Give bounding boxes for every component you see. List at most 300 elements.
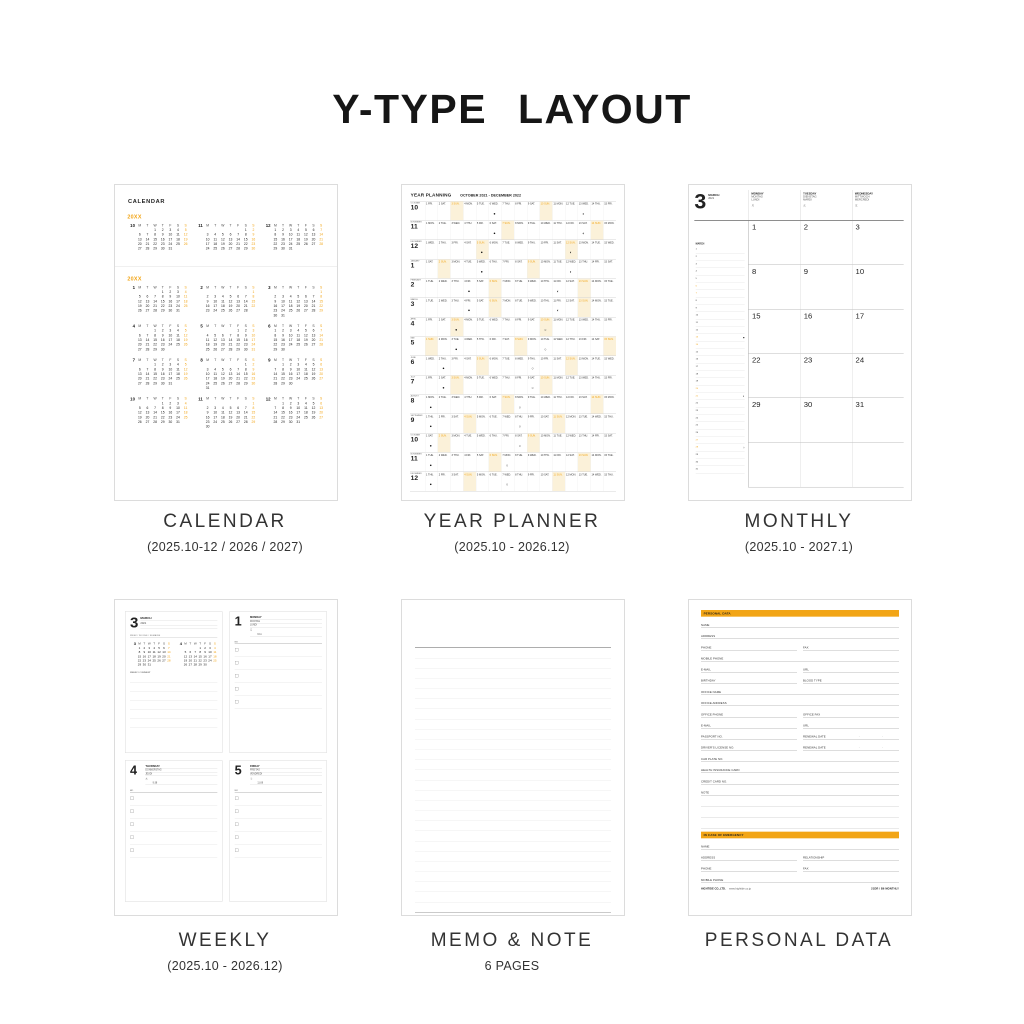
day-number: 20 xyxy=(311,237,316,242)
monthly-day-cell xyxy=(800,309,852,353)
day-number: 9 xyxy=(274,299,277,304)
day-number: 3 xyxy=(169,362,172,367)
day-number: 23 xyxy=(142,658,147,662)
mini-month-calendar xyxy=(263,397,325,430)
day-number: 18 xyxy=(221,304,225,308)
dow-letter: T xyxy=(229,324,232,328)
dow-letter: F xyxy=(237,324,240,328)
todo-header: MO xyxy=(235,790,322,793)
day-cell: 4 THU. xyxy=(463,395,476,414)
day-number: 12 xyxy=(183,232,188,237)
day-number: 29 xyxy=(251,420,256,424)
day-number: 10 xyxy=(855,266,865,276)
day-cell: 1 TUE. xyxy=(425,279,438,298)
day-cell: 6 SUN. xyxy=(489,453,502,472)
day-number: 26 xyxy=(183,662,188,667)
day-number: 22 xyxy=(751,355,761,365)
day-cell: 3 SUN. xyxy=(450,201,463,220)
field-label: MOBILE PHONE xyxy=(700,878,724,882)
day-cell: 5 SAT. xyxy=(476,298,489,317)
day-number: 7 xyxy=(237,367,240,372)
day-number: 8 xyxy=(161,406,164,410)
month-cell xyxy=(410,337,425,356)
day-number: 5 xyxy=(221,232,224,237)
dow-letter: T xyxy=(214,358,217,362)
day-number: 15 xyxy=(243,372,248,376)
day-number: 4 xyxy=(153,646,155,650)
memo-page xyxy=(415,647,611,913)
day-number: 4 xyxy=(221,406,224,410)
day-number: 24 xyxy=(205,381,210,386)
calendar-page-thumbnail xyxy=(114,184,338,501)
day-number: 6 xyxy=(237,406,240,410)
dow-letter: T xyxy=(297,285,300,290)
day-number: 16 xyxy=(203,654,207,658)
day-number: 8 xyxy=(274,333,277,338)
day-cell: 10 TUE. xyxy=(540,337,553,356)
half-moon-icon: ◐ xyxy=(742,394,745,398)
sidebar-day-row xyxy=(696,400,745,407)
form-field xyxy=(803,706,899,717)
day-cell: 2 THU. xyxy=(438,356,451,375)
day-number: 27 xyxy=(319,376,324,381)
day-number: 28 xyxy=(243,420,248,424)
day-number: 10 xyxy=(296,367,301,372)
month-number: 11 xyxy=(410,454,418,463)
year-planner-month-row xyxy=(410,472,616,492)
day-number: 4 xyxy=(297,228,300,232)
sidebar-day-number: 22 xyxy=(695,401,699,405)
day-number: 10 xyxy=(205,237,210,242)
personal-data-page xyxy=(701,610,899,890)
day-number: 22 xyxy=(137,658,142,662)
day-number: 21 xyxy=(273,415,278,420)
sidebar-day-number: 9 xyxy=(695,306,697,309)
day-number: 14 xyxy=(273,410,278,415)
day-cell: 14 THU. xyxy=(591,375,604,394)
day-number: 30 xyxy=(205,424,210,429)
day-number: 29 xyxy=(160,308,165,313)
field-row xyxy=(701,838,899,849)
day-cell: 15 SAT. xyxy=(603,259,616,278)
weekday-column-header: TUESDAY DIENSTAG MARDI 火 xyxy=(800,190,852,220)
day-cell: 1 WED. xyxy=(425,356,438,375)
form-field xyxy=(803,717,899,728)
ruled-line xyxy=(415,678,611,688)
day-number: 3 xyxy=(209,646,211,650)
day-cell: 7 SUN. xyxy=(501,395,514,414)
dow-letter: T xyxy=(214,285,217,290)
day-cell: 5 TUE. xyxy=(476,375,489,394)
sidebar-day-row xyxy=(696,437,745,444)
day-number: 2 xyxy=(289,401,292,406)
day-number: 2 xyxy=(206,294,209,299)
day-number: 5 xyxy=(184,228,187,232)
publisher-url: www.hightide.co.jp xyxy=(729,886,752,890)
day-number: 24 xyxy=(251,342,256,347)
ruled-line xyxy=(415,831,611,841)
day-cell: 3 THU. xyxy=(450,279,463,298)
day-number: 3 xyxy=(169,328,172,333)
day-number: 21 xyxy=(145,376,150,381)
day-number: 15 xyxy=(137,654,142,658)
day-number: 4 xyxy=(289,294,292,299)
day-cell: 3 THU. xyxy=(450,298,463,317)
year-planner-month-row xyxy=(410,414,616,433)
day-number: 10 xyxy=(205,372,210,376)
day-cell: 4 TUE. xyxy=(463,259,476,278)
day-cell: 11 SAT. xyxy=(552,356,565,375)
day-number: 6 xyxy=(138,333,141,338)
day-number: 1 xyxy=(154,362,157,367)
day-number: 4 xyxy=(214,646,216,650)
day-number: 2 xyxy=(282,228,284,232)
day-cell: 14 THU. xyxy=(591,201,604,220)
day-number: 19 xyxy=(221,242,225,246)
day-number: 3 xyxy=(297,401,300,406)
day-number: 9 xyxy=(803,266,809,276)
mini-month-number: 10 xyxy=(130,222,135,228)
day-cell: 10 SUN. xyxy=(540,317,553,336)
sidebar-day-number: 5 xyxy=(695,277,697,280)
day-number: 6 xyxy=(189,650,192,654)
day-number: 10 xyxy=(176,406,180,410)
day-cell: 7 THU. xyxy=(501,375,514,394)
day-number: 24 xyxy=(281,308,285,313)
dow-letter: W xyxy=(153,324,157,328)
monthly-day-cell xyxy=(748,354,800,398)
day-number: 9 xyxy=(206,299,209,304)
day-number: 31 xyxy=(288,246,293,251)
day-number: 1 xyxy=(274,328,277,333)
monthly-day-cell xyxy=(748,265,800,309)
ruled-line xyxy=(415,841,611,851)
sidebar-day-row xyxy=(696,275,745,282)
field-row xyxy=(701,617,899,628)
day-number: 9 xyxy=(289,367,292,372)
dow-letter: T xyxy=(214,324,217,328)
day-number: 17 xyxy=(205,376,210,381)
weekday-kanji: 木 xyxy=(145,777,148,780)
ruled-line xyxy=(415,811,611,821)
monthly-header xyxy=(694,190,903,220)
day-cell: 13 SAT. xyxy=(578,395,591,414)
month-cell xyxy=(410,395,425,414)
day-cell: 12 SUN. xyxy=(565,356,578,375)
dow-letter: S xyxy=(244,324,247,328)
mini-month-calendar xyxy=(127,223,189,251)
month-name: FEBRUARY xyxy=(410,279,421,282)
dow-letter: F xyxy=(169,223,172,228)
day-cell: 15 MON. xyxy=(603,395,616,414)
day-number: 12 xyxy=(157,650,161,654)
month-name: SEPTEMBER xyxy=(410,414,423,417)
sidebar-day-number: 8 xyxy=(695,299,697,302)
todo-row xyxy=(235,793,322,806)
day-number: 2 xyxy=(289,362,292,367)
sidebar-day-row xyxy=(696,341,745,348)
full-moon-icon: ● xyxy=(467,289,471,294)
day-cell: 8 WED. xyxy=(514,356,527,375)
day-number: 24 xyxy=(213,420,218,424)
day-number: 14 xyxy=(273,372,278,376)
sidebar-day-number: 23 xyxy=(695,409,699,412)
sun-time-line: 6:11 xyxy=(250,633,322,636)
day-number: 8 xyxy=(154,333,157,338)
day-cell: 8 TUE. xyxy=(514,298,527,317)
day-cell: 2 WED. xyxy=(438,453,451,472)
form-field xyxy=(701,838,899,849)
day-number: 11 xyxy=(176,232,180,237)
day-cell: 6 THU. xyxy=(489,433,502,452)
caption-calendar xyxy=(95,511,355,554)
dow-letter: F xyxy=(169,396,172,401)
day-number: 28 xyxy=(236,246,240,251)
sidebar-day-row xyxy=(696,327,745,334)
day-cell: 4 TUE. xyxy=(463,433,476,452)
caption-memo-label: MEMO & NOTE xyxy=(430,930,594,951)
day-cell: 11 MON. xyxy=(552,375,565,394)
day-cell: 6 TUE. xyxy=(489,414,502,433)
day-cell: 14 TUE. xyxy=(591,240,604,259)
mini-month-calendar xyxy=(127,358,189,391)
day-number: 11 xyxy=(221,299,225,304)
monthly-day-cell xyxy=(800,354,852,398)
day-cell: 1 MON. xyxy=(425,395,438,414)
day-number: 15 xyxy=(281,410,285,415)
new-moon-icon: ○ xyxy=(518,424,522,429)
day-number: 15 xyxy=(251,410,256,415)
day-number: 13 xyxy=(145,299,150,304)
day-number: 2 xyxy=(169,401,172,406)
day-number: 11 xyxy=(205,338,210,342)
day-cell: 9 SUN. xyxy=(527,433,540,452)
day-number: 20 xyxy=(162,654,166,658)
day-cell: 11 SAT. xyxy=(552,240,565,259)
field-label: RENEWAL DATE xyxy=(802,734,826,739)
day-number: 23 xyxy=(160,376,165,381)
day-number: 12 xyxy=(304,333,308,338)
day-number: 5 xyxy=(138,406,141,410)
dow-letter: S xyxy=(213,641,216,646)
day-number: 26 xyxy=(137,308,142,313)
dow-letter: T xyxy=(229,396,232,401)
day-number: 19 xyxy=(137,415,142,420)
mini-month-number: 1 xyxy=(132,284,135,290)
dow-letter: W xyxy=(153,223,157,228)
new-moon-icon: ○ xyxy=(531,366,534,371)
memo-page-thumbnail xyxy=(401,599,625,916)
day-cell: 13 SAT. xyxy=(578,221,591,240)
dow-letter: M xyxy=(273,396,277,401)
day-number: 14 xyxy=(236,372,240,376)
sidebar-day-row xyxy=(696,261,745,268)
day-name-en: THURSDAY xyxy=(145,764,217,768)
day-cell: 10 SUN. xyxy=(540,201,553,220)
day-number: 8 xyxy=(161,294,164,299)
mini-month-days xyxy=(204,329,257,352)
sidebar-day-number: 18 xyxy=(695,372,699,375)
day-cell: 4 SAT. xyxy=(463,356,476,375)
mini-month-days xyxy=(136,329,189,352)
day-number: 12 xyxy=(304,232,308,237)
dow-letter: W xyxy=(289,324,293,328)
checkbox-icon xyxy=(235,674,238,677)
month-number: 12 xyxy=(410,242,419,250)
weekly-page xyxy=(125,611,327,901)
day-number: 25 xyxy=(288,308,293,313)
year-planner-month-row xyxy=(410,375,616,394)
day-number: 29 xyxy=(319,308,324,313)
field-label: ADDRESS xyxy=(700,634,716,638)
year-label: 20XX xyxy=(127,275,142,282)
day-number: 3 xyxy=(855,222,860,232)
dow-letter: F xyxy=(304,223,307,228)
day-cell: 13 SUN. xyxy=(578,279,591,298)
field-label: OFFICE FAX xyxy=(802,712,821,716)
day-number: 23 xyxy=(168,304,173,308)
day-cell: 6 TUE. xyxy=(489,472,502,491)
monthly-day-cell xyxy=(800,398,852,442)
day-number: 8 xyxy=(282,367,284,372)
day-number: 16 xyxy=(243,338,248,342)
month-cell xyxy=(410,453,425,472)
day-cell: 9 THU. xyxy=(527,240,540,259)
day-cell: 14 MON. xyxy=(591,453,604,472)
day-number: 15 xyxy=(160,299,165,304)
ruled-line xyxy=(415,872,611,882)
full-moon-icon: ● xyxy=(493,231,496,236)
day-cell: 8 SUN. xyxy=(514,337,527,356)
day-number: 13 xyxy=(319,406,324,410)
day-number: 7 xyxy=(312,294,315,299)
field-row xyxy=(701,639,899,650)
mini-month-calendar xyxy=(195,324,257,352)
day-number: 23 xyxy=(281,242,285,246)
day-number: 7 xyxy=(237,232,240,237)
sidebar-day-number: 4 xyxy=(695,269,697,273)
ruled-line xyxy=(415,770,611,780)
day-number: 27 xyxy=(145,308,150,313)
day-number: 19 xyxy=(157,654,161,658)
day-number: 5 xyxy=(221,367,224,372)
day-number: 17 xyxy=(296,372,301,376)
todo-row xyxy=(130,806,217,819)
day-cell: 12 THU. xyxy=(565,337,578,356)
todo-row xyxy=(130,793,217,806)
day-number: 15 xyxy=(153,237,157,242)
day-number: 9 xyxy=(282,333,284,338)
day-number: 24 xyxy=(855,355,865,365)
day-number: 4 xyxy=(304,362,307,367)
dow-letter: T xyxy=(146,358,149,362)
dow-letter: T xyxy=(297,358,300,362)
day-number: 9 xyxy=(252,367,255,372)
day-number: 26 xyxy=(311,415,316,420)
form-field xyxy=(701,762,899,773)
day-cell: 7 MON. xyxy=(501,298,514,317)
day-cell: 11 WED. xyxy=(552,337,565,356)
day-number: 26 xyxy=(213,347,218,352)
day-number: 5 xyxy=(229,406,232,410)
new-moon-icon: ○ xyxy=(742,445,745,449)
mini-month-number: 9 xyxy=(268,357,271,363)
day-cell: 3 SUN. xyxy=(450,317,463,336)
dow-letter: S xyxy=(176,358,180,362)
caption-calendar-label: CALENDAR xyxy=(163,511,287,532)
sidebar-day-row xyxy=(696,466,745,473)
dow-letter: W xyxy=(289,358,293,362)
day-cell: 13 WED. xyxy=(578,317,591,336)
day-number: 12 xyxy=(183,654,188,658)
field-label: OFFICE ADDRESS xyxy=(700,701,727,705)
dow-letter: T xyxy=(214,223,217,228)
day-number: 20 xyxy=(304,304,308,308)
ruled-line xyxy=(130,674,217,683)
day-number: 2 xyxy=(161,228,164,232)
field-label: RELATIONSHIP xyxy=(802,855,825,860)
month-number: 2 xyxy=(410,280,415,289)
personal-data-paper xyxy=(689,600,911,915)
day-cell: 2 SUN. xyxy=(438,433,451,452)
day-number: 30 xyxy=(251,246,256,251)
day-number: 10 xyxy=(208,650,212,654)
day-number: 7 xyxy=(244,294,247,299)
dow-letter: M xyxy=(273,324,277,328)
form-field xyxy=(701,872,899,883)
day-cell: 10 SAT. xyxy=(540,472,553,491)
todo-header: MO xyxy=(235,641,322,644)
dow-letter: T xyxy=(229,358,232,362)
todo-row xyxy=(235,845,322,858)
half-moon-icon: ◐ xyxy=(569,250,572,255)
monthly-year: 2021 xyxy=(708,196,715,200)
day-cell: 13 TUE. xyxy=(578,414,591,433)
sidebar-day-row xyxy=(696,305,745,312)
day-number: 16 xyxy=(205,304,210,308)
sidebar-day-number: 20 xyxy=(695,387,699,390)
day-number: 1 xyxy=(320,290,323,294)
day-number: 18 xyxy=(213,376,218,381)
sidebar-day-row xyxy=(696,429,745,436)
day-number: 27 xyxy=(311,342,316,347)
month-number: 9 xyxy=(410,416,415,424)
day-number: 7 xyxy=(244,406,247,410)
mini-month-calendar xyxy=(195,397,257,430)
day-number: 20 xyxy=(137,242,142,246)
day-number: 8 xyxy=(154,232,157,237)
weekly-month-number: 3 xyxy=(129,613,138,631)
mini-month-calendar xyxy=(263,324,325,352)
sidebar-day-number: 31 xyxy=(695,467,699,471)
mini-month-days xyxy=(272,363,325,386)
day-number: 13 xyxy=(137,372,142,376)
day-cell: 4 THU. xyxy=(463,221,476,240)
day-cell: 15 WED. xyxy=(603,240,616,259)
dow-letter: S xyxy=(312,285,315,290)
mini-month-days xyxy=(272,329,325,352)
sidebar-day-number: 11 xyxy=(695,321,698,324)
dow-letter: M xyxy=(138,358,142,362)
ruled-line xyxy=(415,902,611,912)
weekday-kanji: 金 xyxy=(249,777,253,780)
weekday-kanji: 火 xyxy=(803,204,806,208)
day-cell: 5 TUE. xyxy=(476,201,489,220)
day-number: 8 xyxy=(274,232,277,237)
sidebar-day-number: 21 xyxy=(695,394,699,397)
caption-year-planner xyxy=(382,511,642,554)
dow-letter: M xyxy=(138,285,142,290)
